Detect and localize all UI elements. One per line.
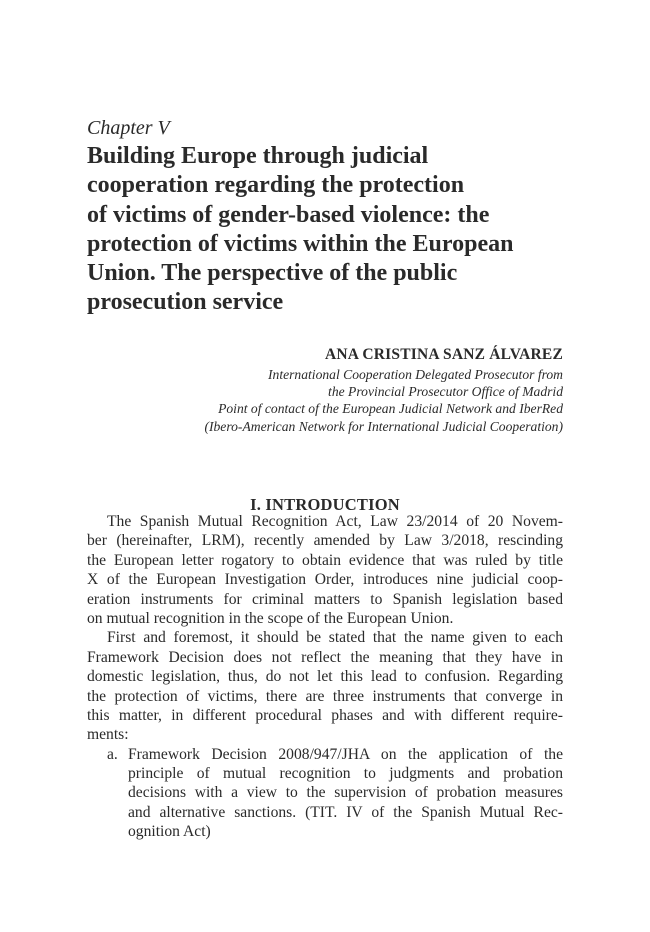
list-item-line: and alternative sanctions. (TIT. IV of the Spanish Mutual Rec- <box>128 803 563 821</box>
paragraph-line: domestic legislation, thus, do not let this lead to confusion. Regarding <box>87 668 563 686</box>
list-item-line: principle of mutual recognition to judgments and probation <box>128 765 563 783</box>
author-block <box>87 345 563 435</box>
paragraph-line: the European letter rogatory to obtain evidence that was ruled by title <box>87 551 563 569</box>
paragraph-line: eration instruments for criminal matters to Spanish legislation based <box>87 590 563 608</box>
chapter-title-line: cooperation regarding the protection <box>87 172 465 199</box>
paragraph-line: The Spanish Mutual Recognition Act, Law 23/2014 of 20 Novem- <box>107 513 563 530</box>
chapter-label: Chapter V <box>87 117 170 139</box>
paragraph-line: ber (hereinafter, LRM), recently amended by Law 3/2018, rescinding <box>87 532 563 550</box>
paragraph-line: the protection of victims, there are three instruments that converge in <box>87 687 563 705</box>
paragraph-line: on mutual recognition in the scope of the European Union. <box>87 609 454 627</box>
section-heading: I. INTRODUCTION <box>250 494 400 514</box>
paragraph-line: this matter, in different procedural phases and with different require- <box>87 706 563 724</box>
list-marker: a. <box>107 745 118 763</box>
list-item <box>87 745 563 842</box>
author-affiliation-line: (Ibero-American Network for International Judicial Cooperation) <box>204 418 563 434</box>
paragraph <box>87 628 563 744</box>
chapter-title-line: protection of victims within the European <box>87 230 514 257</box>
author-affiliation-line: International Cooperation Delegated Prosecutor from <box>268 367 563 382</box>
paragraph-line: First and foremost, it should be stated that the name given to each <box>107 629 563 647</box>
chapter-title-line: of victims of gender-based violence: the <box>87 201 490 228</box>
chapter-title-line: Union. The perspective of the public <box>87 260 458 287</box>
paragraph <box>87 512 563 628</box>
list-item-line: decisions with a view to the supervision of probation measures <box>128 784 563 802</box>
chapter-title-line: prosecution service <box>87 289 284 316</box>
chapter-title <box>87 142 563 318</box>
paragraph-line: X of the European Investigation Order, introduces nine judicial coop- <box>87 571 563 589</box>
author-name: ANA CRISTINA SANZ ÁLVAREZ <box>324 346 563 363</box>
paragraph-line: ments: <box>87 726 129 744</box>
list-item-line: Framework Decision 2008/947/JHA on the application of the <box>128 745 563 763</box>
body-text <box>87 512 563 842</box>
list-item-line: ognition Act) <box>128 823 211 841</box>
author-affiliation-line: Point of contact of the European Judicial Network and IberRed <box>218 401 563 417</box>
chapter-title-line: Building Europe through judicial <box>87 143 429 169</box>
author-affiliation-line: the Provincial Prosecutor Office of Madrid <box>328 384 563 400</box>
paragraph-line: Framework Decision does not reflect the meaning that they have in <box>87 648 563 666</box>
